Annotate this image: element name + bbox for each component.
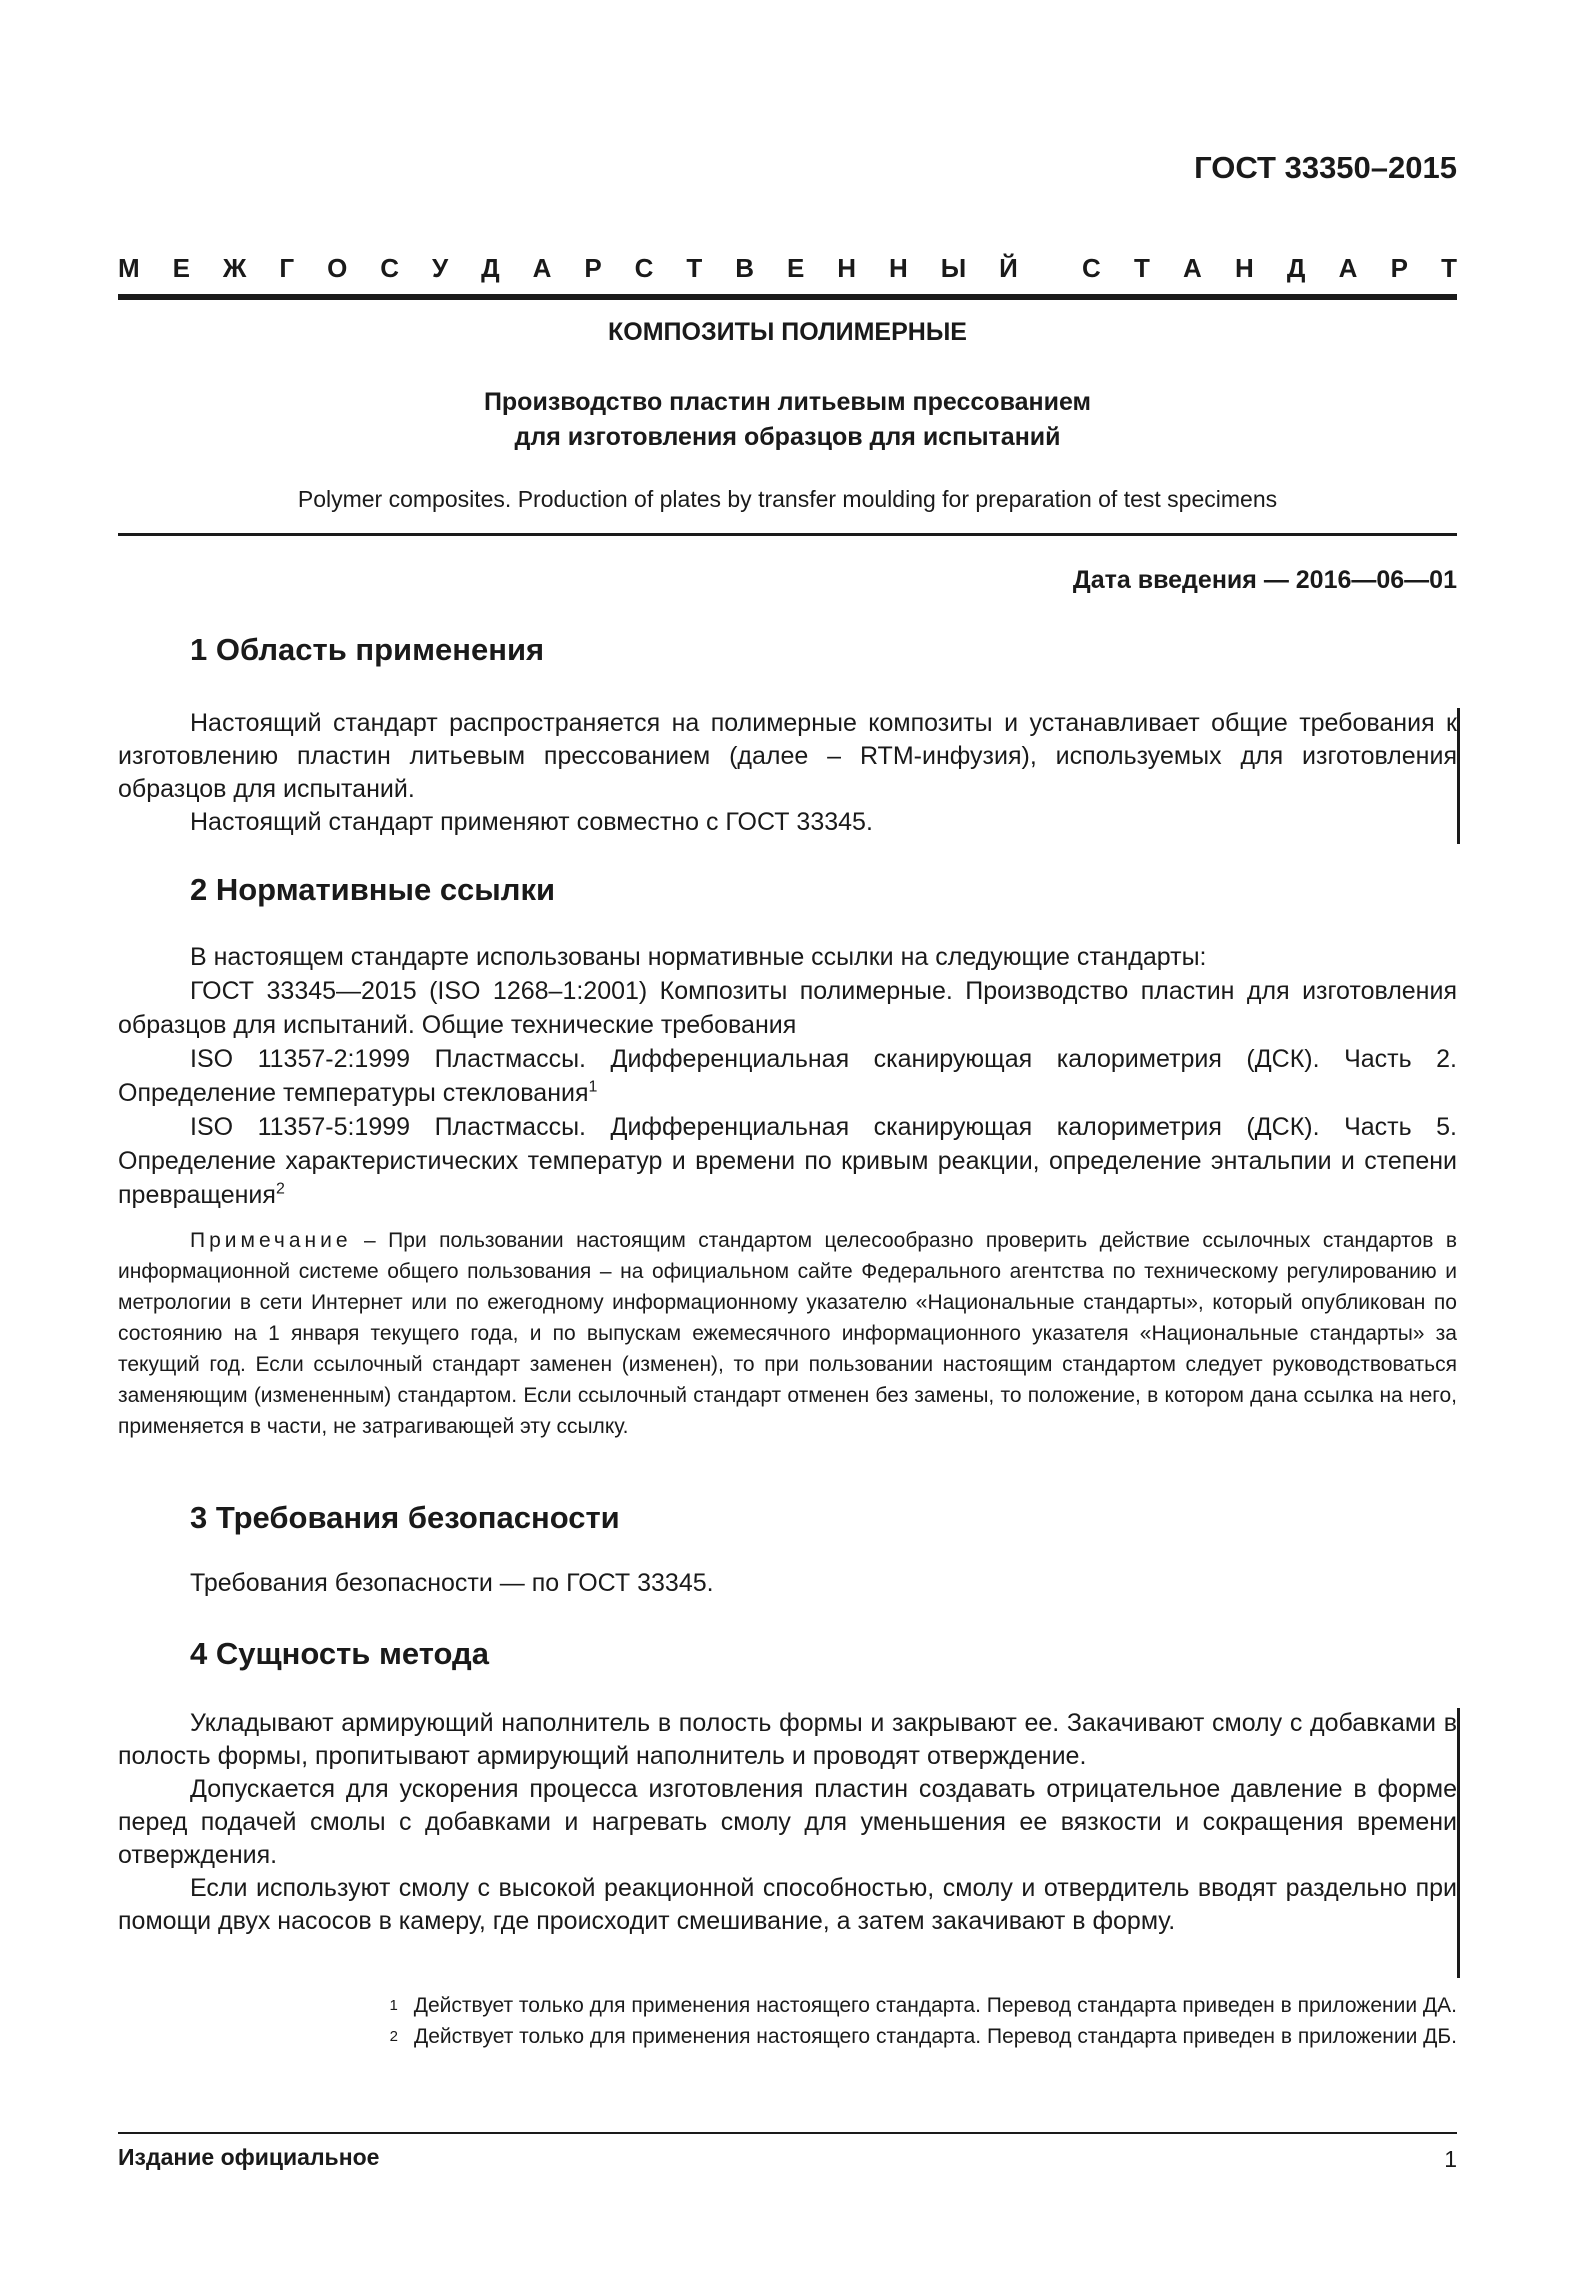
banner-letter: Т (1133, 253, 1150, 283)
banner-letter: Н (1234, 253, 1254, 283)
banner-letter: Д (481, 253, 500, 283)
paragraph: Настоящий стандарт распространяется на полимерные композиты и устанавливает общие требования к изготовлению пластин литьевым прессованием (далее – RTM-инфузия), используемых для изготовления образцов для испытаний. (118, 709, 1457, 803)
banner-letter: Т (1441, 253, 1457, 283)
footnote (118, 1990, 1457, 2021)
banner-letter: Т (686, 253, 703, 283)
paragraph: Если используют смолу с высокой реакционной способностью, смолу и отвердитель вводят раздельно при помощи двух насосов в камеру, где происходит смешивание, а затем закачивают в форму. (118, 1874, 1457, 1935)
footnote-ref: 2 (275, 1180, 285, 1198)
section-scope-body (118, 707, 1457, 839)
paragraph: Допускается для ускорения процесса изготовления пластин создавать отрицательное давление в форме перед подачей смолы с добавками и нагревать смолу для уменьшения ее вязкости и сокращения времени отверждения. (118, 1775, 1457, 1869)
reference-text: ISO 11357-5:1999 Пластмассы. Дифференциальная сканирующая калориметрия (ДСК). Часть 5. Определение характеристических температур и времени по кривым реакции, определение энтальпии и степени превращения (118, 1113, 1457, 1209)
footer-rule (118, 2132, 1457, 2134)
paragraph: Настоящий стандарт применяют совместно с ГОСТ 33345. (190, 808, 873, 836)
banner-letter: Ж (222, 253, 247, 283)
banner-letter: Н (837, 253, 857, 283)
footnote-mark: 1 (389, 1997, 398, 2014)
note-label: Примечание (190, 1229, 352, 1252)
section-references-body (118, 940, 1457, 1212)
section-heading-safety: 3 Требования безопасности (190, 1500, 620, 1535)
footnote-text: Действует только для применения настоящего стандарта. Перевод стандарта приведен в приложении ДБ. (414, 2025, 1457, 2048)
document-title: КОМПОЗИТЫ ПОЛИМЕРНЫЕ (608, 318, 967, 346)
reference-iso-11357-5 (118, 1110, 1457, 1212)
note-text: – При пользовании настоящим стандартом целесообразно проверить действие ссылочных стандартов в информационной системе общего пользования – на официальном сайте Федерального агентства по техническому регулированию и метрологии в сети Интернет или по ежегодному информационному указателю «Национальные стандарты», который опубликован по состоянию на 1 января текущего года, и по выпускам ежемесячного информационного указателя «Национальные стандарты» за текущий год. Если ссылочный стандарт заменен (изменен), то при пользовании настоящим стандартом следует руководствоваться заменяющим (измененным) стандартом. Если ссылочный стандарт отменен без замены, то положение, в котором дана ссылка на него, применяется в части, не затрагивающей эту ссылку. (118, 1229, 1457, 1438)
banner-letter: С (634, 253, 654, 283)
reference-iso-11357-2 (118, 1042, 1457, 1110)
note (118, 1225, 1457, 1442)
standard-number: ГОСТ 33350–2015 (1194, 150, 1457, 185)
subtitle-line: для изготовления образцов для испытаний (514, 423, 1061, 451)
interstate-standard-banner (118, 253, 1457, 284)
banner-letter: В (735, 253, 755, 283)
banner-letter: У (432, 253, 449, 283)
banner-letter: А (532, 253, 552, 283)
banner-letter: Г (279, 253, 295, 283)
banner-letter: Р (1390, 253, 1408, 283)
reference-gost-33345: ГОСТ 33345—2015 (ISO 1268–1:2001) Композиты полимерные. Производство пластин для изготовления образцов для испытаний. Общие технические требования (118, 977, 1457, 1039)
change-bar (1457, 1708, 1460, 1978)
reference-text: ISO 11357-2:1999 Пластмассы. Дифференциальная сканирующая калориметрия (ДСК). Часть 2. Определение температуры стеклования (118, 1045, 1457, 1107)
banner-letter: А (1338, 253, 1358, 283)
footnote-ref: 1 (588, 1078, 598, 1096)
standard-word (1082, 253, 1457, 284)
document-subtitle (118, 385, 1457, 455)
banner-letter: С (380, 253, 400, 283)
banner-letter: С (1082, 253, 1101, 283)
banner-letter: Ы (940, 253, 967, 283)
banner-letter: Н (889, 253, 908, 283)
footnote-text: Действует только для применения настоящего стандарта. Перевод стандарта приведен в приложении ДА. (413, 1994, 1457, 2017)
introduction-date: Дата введения — 2016—06—01 (1072, 566, 1457, 594)
interstate-word (118, 253, 1018, 284)
official-edition-label: Издание официальное (118, 2144, 380, 2170)
section-heading-scope: 1 Область применения (190, 632, 545, 667)
banner-letter: Е (786, 253, 805, 283)
banner-letter: М (118, 253, 140, 283)
title-rule (118, 533, 1457, 536)
header-rule (118, 294, 1457, 300)
banner-letter: Р (584, 253, 602, 283)
paragraph: В настоящем стандарте использованы нормативные ссылки на следующие стандарты: (190, 943, 1207, 971)
page-number: 1 (1444, 2146, 1457, 2172)
section-method-body (118, 1707, 1457, 1938)
banner-letter: Д (1286, 253, 1306, 283)
subtitle-line: Производство пластин литьевым прессованием (483, 388, 1092, 416)
change-bar (1457, 708, 1460, 844)
section-heading-method: 4 Сущность метода (190, 1636, 489, 1671)
banner-letter: А (1183, 253, 1202, 283)
footnote-mark: 2 (389, 2028, 398, 2045)
banner-letter: Й (999, 253, 1018, 283)
section-safety-body (118, 1567, 1457, 1600)
banner-letter: Е (172, 253, 190, 283)
paragraph: Требования безопасности — по ГОСТ 33345. (190, 1569, 714, 1597)
footnote (118, 2021, 1457, 2052)
paragraph: Укладывают армирующий наполнитель в полость формы и закрывают ее. Закачивают смолу с добавками в полость формы, пропитывают армирующий наполнитель и проводят отверждение. (118, 1709, 1457, 1770)
section-heading-references: 2 Нормативные ссылки (190, 872, 556, 907)
footnotes (118, 1990, 1457, 2052)
banner-letter: О (327, 253, 348, 283)
english-title: Polymer composites. Production of plates by transfer moulding for preparation of test specimens (297, 486, 1278, 512)
